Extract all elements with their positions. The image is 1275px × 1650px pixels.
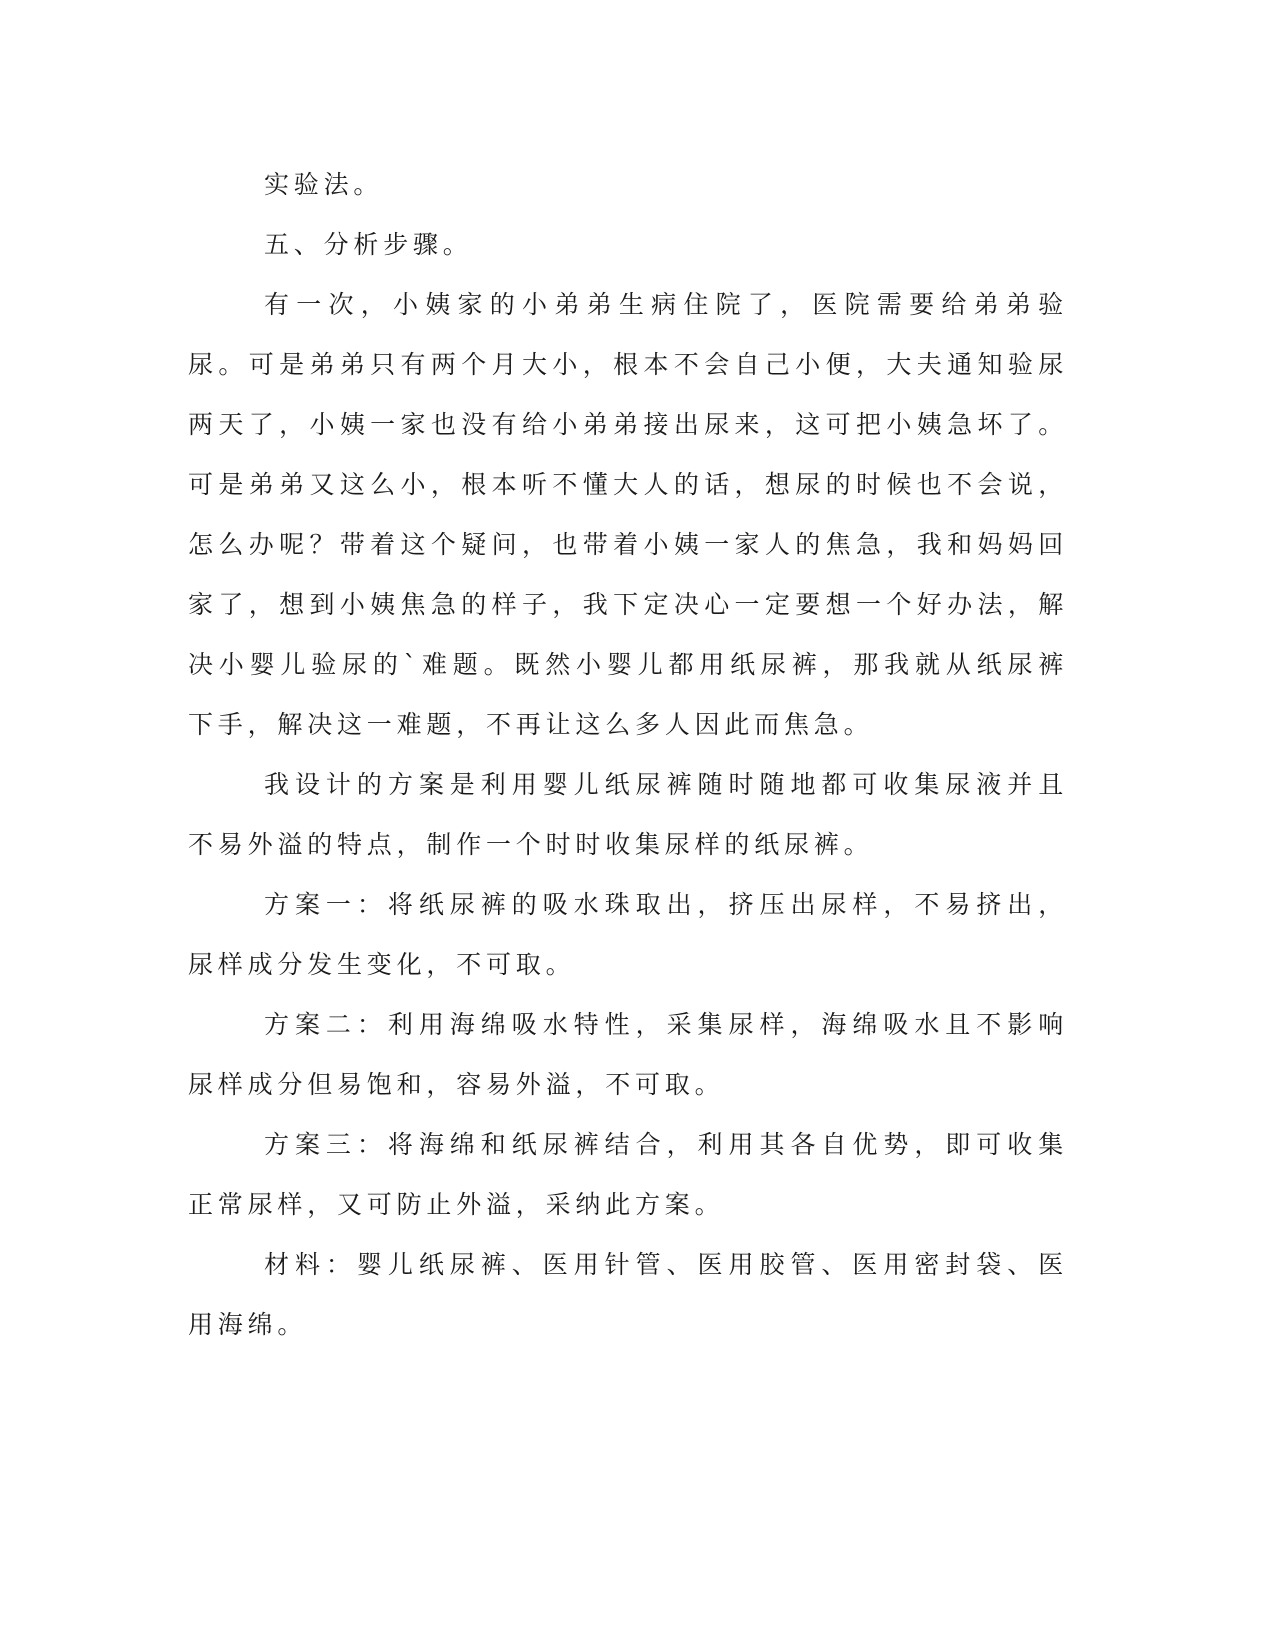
paragraph-story: 有一次，小姨家的小弟弟生病住院了，医院需要给弟弟验尿。可是弟弟只有两个月大小，根本不会自己小便，大夫通知验尿两天了，小姨一家也没有给小弟弟接出尿来，这可把小姨急坏了。可是弟弟又这么小，根本听不懂大人的话，想尿的时候也不会说，怎么办呢？带着这个疑问，也带着小姨一家人的焦急，我和妈妈回家了，想到小姨焦急的样子，我下定决心一定要想一个好办法，解决小婴儿验尿的`难题。既然小婴儿都用纸尿裤，那我就从纸尿裤下手，解决这一难题，不再让这么多人因此而焦急。 (188, 290, 1068, 739)
document-body (188, 155, 1068, 1355)
paragraph-method: 实验法。 (264, 170, 384, 199)
paragraph-plan-one: 方案一：将纸尿裤的吸水珠取出，挤压出尿样，不易挤出，尿样成分发生变化，不可取。 (188, 890, 1068, 979)
paragraph-plan-three: 方案三：将海绵和纸尿裤结合，利用其各自优势，即可收集正常尿样，又可防止外溢，采纳此方案。 (188, 1130, 1068, 1219)
paragraph-section-heading: 五、分析步骤。 (264, 230, 473, 259)
paragraph-materials: 材料：婴儿纸尿裤、医用针管、医用胶管、医用密封袋、医用海绵。 (188, 1250, 1068, 1339)
paragraph-design: 我设计的方案是利用婴儿纸尿裤随时随地都可收集尿液并且不易外溢的特点，制作一个时时收集尿样的纸尿裤。 (188, 770, 1068, 859)
paragraph-plan-two: 方案二：利用海绵吸水特性，采集尿样，海绵吸水且不影响尿样成分但易饱和，容易外溢，不可取。 (188, 1010, 1068, 1099)
